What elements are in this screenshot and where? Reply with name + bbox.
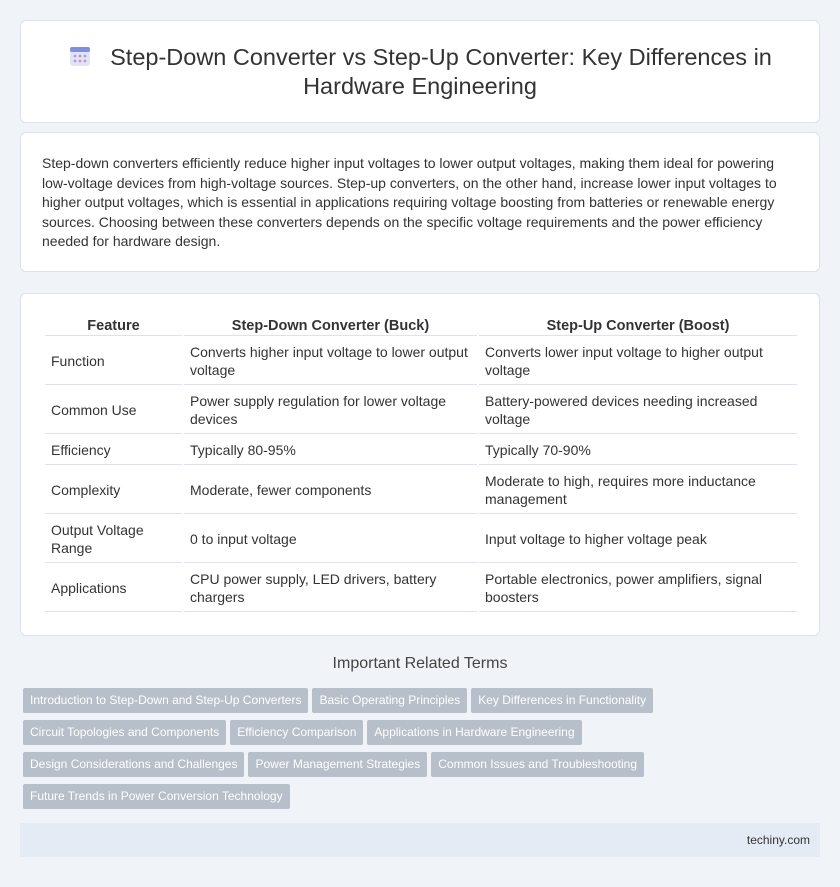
row-step-down-value: Typically 80-95%	[184, 436, 477, 465]
table-row	[45, 467, 797, 514]
related-term-tag[interactable]: Applications in Hardware Engineering	[367, 720, 581, 745]
row-step-up-value: Typically 70-90%	[479, 436, 797, 465]
table-row	[45, 338, 797, 385]
related-term-tag[interactable]: Design Considerations and Challenges	[23, 752, 244, 777]
row-step-down-value: Power supply regulation for lower voltage devices	[184, 387, 477, 434]
page-title: Step-Down Converter vs Step-Up Converter: Key Differences in Hardware Engineering	[110, 44, 772, 99]
related-term-tag[interactable]: Power Management Strategies	[248, 752, 427, 777]
footer	[20, 823, 820, 857]
header-step-up: Step-Up Converter (Boost)	[479, 314, 797, 336]
row-step-down-value: Converts higher input voltage to lower output voltage	[184, 338, 477, 385]
row-feature: Complexity	[45, 467, 182, 514]
related-term-tag[interactable]: Circuit Topologies and Components	[23, 720, 226, 745]
related-terms-tags	[23, 688, 823, 816]
page-title-wrap	[21, 43, 819, 101]
row-feature: Output Voltage Range	[45, 516, 182, 563]
related-term-tag[interactable]: Future Trends in Power Conversion Technology	[23, 784, 290, 809]
related-term-tag[interactable]: Key Differences in Functionality	[471, 688, 653, 713]
row-step-down-value: Moderate, fewer components	[184, 467, 477, 514]
related-term-tag[interactable]: Introduction to Step-Down and Step-Up Converters	[23, 688, 308, 713]
header-card	[20, 20, 820, 123]
calendar-grid-icon	[68, 44, 92, 68]
intro-card	[20, 132, 820, 272]
comparison-card	[20, 293, 820, 636]
table-row	[45, 516, 797, 563]
row-step-up-value: Battery-powered devices needing increased voltage	[479, 387, 797, 434]
row-feature: Efficiency	[45, 436, 182, 465]
row-step-down-value: CPU power supply, LED drivers, battery chargers	[184, 565, 477, 612]
intro-paragraph: Step-down converters efficiently reduce higher input voltages to lower output voltages, making them ideal for powering low-voltage devices from high-voltage sources. Step-up converters, on the other hand, increase lower input voltages to higher output voltages, which is essential in applications requiring voltage boosting from batteries or renewable energy sources. Choosing between these converters depends on the specific voltage requirements and the power efficiency needed for hardware design.	[42, 155, 777, 250]
row-step-down-value: 0 to input voltage	[184, 516, 477, 563]
row-step-up-value: Input voltage to higher voltage peak	[479, 516, 797, 563]
header-feature: Feature	[45, 314, 182, 336]
row-feature: Function	[45, 338, 182, 385]
row-feature: Common Use	[45, 387, 182, 434]
row-feature: Applications	[45, 565, 182, 612]
header-step-down: Step-Down Converter (Buck)	[184, 314, 477, 336]
comparison-table	[43, 312, 799, 614]
row-step-up-value: Converts lower input voltage to higher output voltage	[479, 338, 797, 385]
table-row	[45, 387, 797, 434]
table-row	[45, 436, 797, 465]
related-terms-title: Important Related Terms	[332, 655, 508, 672]
related-term-tag[interactable]: Common Issues and Troubleshooting	[431, 752, 644, 777]
table-row	[45, 565, 797, 612]
row-step-up-value: Moderate to high, requires more inductance management	[479, 467, 797, 514]
table-header-row	[45, 314, 797, 336]
related-term-tag[interactable]: Efficiency Comparison	[230, 720, 363, 745]
related-term-tag[interactable]: Basic Operating Principles	[312, 688, 467, 713]
footer-site-link[interactable]: techiny.com	[746, 833, 810, 847]
row-step-up-value: Portable electronics, power amplifiers, signal boosters	[479, 565, 797, 612]
